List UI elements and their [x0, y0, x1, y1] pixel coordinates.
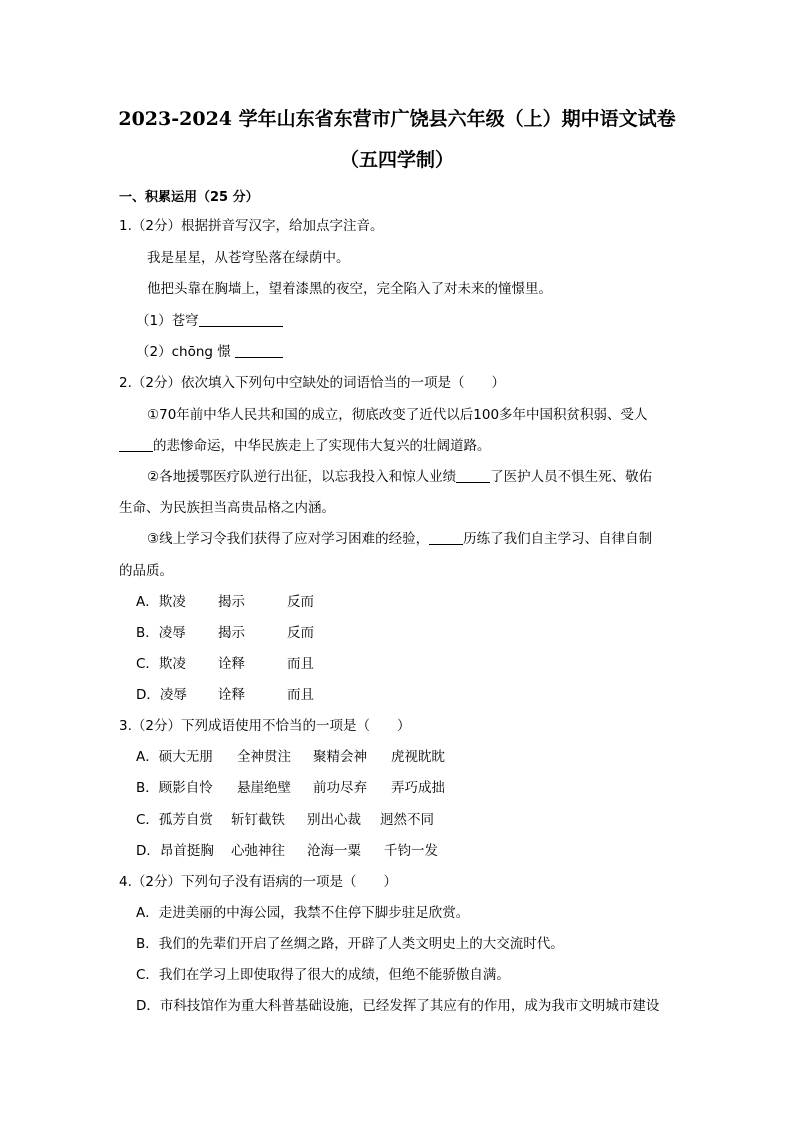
- option-text: 诠释: [218, 656, 245, 672]
- question-1-sentence-1: 我是星星，从苍穹坠落在绿荫中。: [147, 250, 350, 266]
- question-2-para-2a-pre: ②各地援鄂医疗队逆行出征，以忘我投入和惊人业绩: [147, 469, 457, 485]
- question-2-option-b[interactable]: [136, 624, 314, 642]
- option-text: 悬崖绝壁: [237, 780, 291, 796]
- question-3-option-b[interactable]: [136, 779, 445, 797]
- option-text: D．昂首挺胸: [136, 843, 214, 859]
- option-text: D．凌辱: [136, 687, 187, 703]
- question-2-para-1b: [119, 437, 491, 455]
- option-text: C．欺凌: [136, 656, 186, 672]
- question-3-stem: 3.（2分）下列成语使用不恰当的一项是（ ）: [119, 718, 411, 734]
- answer-2-label: （2）chōng 憬: [136, 344, 231, 360]
- option-text: A．欺凌: [136, 594, 186, 610]
- option-text: B．凌辱: [136, 625, 186, 641]
- question-2-para-2b: 生命、为民族担当高贵品格之内涵。: [119, 500, 335, 516]
- question-2-option-c[interactable]: [136, 655, 314, 673]
- option-text: 揭示: [218, 594, 245, 610]
- question-1-stem: 1.（2分）根据拼音写汉字，给加点字注音。: [119, 218, 384, 234]
- question-2-stem: 2.（2分）依次填入下列句中空缺处的词语恰当的一项是（ ）: [119, 375, 505, 391]
- question-3-option-d[interactable]: [136, 842, 438, 860]
- option-text: C．孤芳自赏: [136, 812, 213, 828]
- question-2-para-1b-text: 的悲惨命运，中华民族走上了实现伟大复兴的壮阔道路。: [153, 438, 491, 454]
- section-heading: 一、积累运用（25 分）: [119, 190, 259, 205]
- option-text: 全神贯注: [237, 749, 291, 765]
- question-4-option-b[interactable]: B．我们的先辈们开启了丝绸之路，开辟了人类文明史上的大交流时代。: [136, 936, 564, 952]
- question-3-option-a[interactable]: [136, 748, 445, 766]
- option-text: 心弛神往: [231, 843, 285, 859]
- option-text: 诠释: [218, 687, 245, 703]
- option-text: 而且: [287, 687, 314, 703]
- question-2-para-2a: [147, 468, 652, 486]
- question-2-option-d[interactable]: [136, 686, 314, 704]
- question-4-stem: 4.（2分）下列句子没有语病的一项是（ ）: [119, 874, 397, 890]
- exam-title: 2023-2024 学年山东省东营市广饶县六年级（上）期中语文试卷: [118, 108, 676, 130]
- question-4-option-d[interactable]: D．市科技馆作为重大科普基础设施，已经发挥了其应有的作用，成为我市文明城市建设: [136, 998, 660, 1014]
- answer-1-blank[interactable]: [199, 312, 283, 327]
- option-text: A．硕大无朋: [136, 749, 213, 765]
- question-3-option-c[interactable]: [136, 811, 434, 829]
- question-2-para-3b: 的品质。: [119, 563, 173, 579]
- question-1-answer-2: [136, 343, 283, 361]
- option-text: 弄巧成拙: [391, 780, 445, 796]
- exam-subtitle: （五四学制）: [339, 149, 454, 171]
- option-text: 迥然不同: [380, 812, 434, 828]
- option-text: 反而: [287, 594, 314, 610]
- option-text: 揭示: [218, 625, 245, 641]
- answer-2-blank[interactable]: [235, 343, 283, 358]
- question-2-para-3a: [147, 530, 652, 548]
- option-text: B．顾影自怜: [136, 780, 213, 796]
- question-2-para-3a-post: 历练了我们自主学习、自律自制: [463, 531, 653, 547]
- option-text: 斩钉截铁: [231, 812, 285, 828]
- fill-blank-3[interactable]: [429, 530, 463, 545]
- option-text: 别出心裁: [307, 812, 361, 828]
- fill-blank-2[interactable]: [456, 468, 490, 483]
- question-4-option-a[interactable]: A．走进美丽的中海公园，我禁不住停下脚步驻足欣赏。: [136, 905, 470, 921]
- question-2-para-2a-post: 了医护人员不惧生死、敬佑: [490, 469, 653, 485]
- option-text: 而且: [287, 656, 314, 672]
- option-text: 反而: [287, 625, 314, 641]
- question-2-para-1a: ①70年前中华人民共和国的成立，彻底改变了近代以后100多年中国积贫积弱、受人: [147, 407, 648, 423]
- option-text: 虎视眈眈: [391, 749, 445, 765]
- question-2-para-3a-pre: ③线上学习令我们获得了应对学习困难的经验，: [147, 531, 430, 547]
- answer-1-label: （1）苍穹: [136, 313, 199, 329]
- question-4-option-c[interactable]: C．我们在学习上即使取得了很大的成绩，但绝不能骄傲自满。: [136, 967, 510, 983]
- option-text: 聚精会神: [313, 749, 367, 765]
- option-text: 前功尽弃: [313, 780, 367, 796]
- question-2-option-a[interactable]: [136, 593, 314, 611]
- option-text: 沧海一粟: [307, 843, 361, 859]
- question-1-answer-1: [136, 312, 283, 330]
- option-text: 千钧一发: [384, 843, 438, 859]
- question-1-sentence-2: 他把头靠在胸墙上，望着漆黑的夜空，完全陷入了对未来的憧憬里。: [147, 281, 552, 297]
- fill-blank-1[interactable]: [119, 437, 153, 452]
